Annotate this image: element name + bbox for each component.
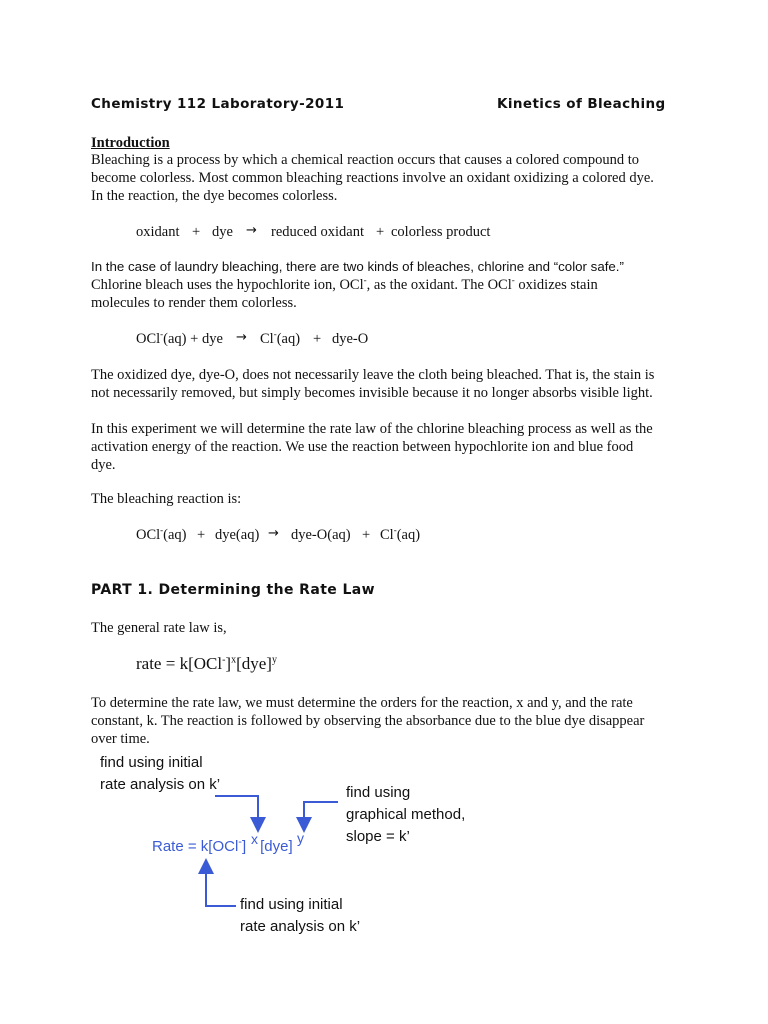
eq2-chloride: Cl-(aq)	[260, 329, 301, 347]
para2-line-3: molecules to render them colorless.	[91, 295, 297, 311]
eq2-product: dye-O	[332, 331, 369, 347]
intro-line-2: become colorless. Most common bleaching reactions involve an oxidant oxidizing a colored dye.	[91, 170, 654, 186]
para7-line-2: constant, k. The reaction is followed by observing the absorbance due to the blue dye disappear	[91, 713, 645, 729]
arrow-to-y-icon	[304, 802, 338, 825]
rate-law-equation: rate = $k[OCl^-]^x[dye]^y$	[136, 654, 277, 673]
figure-label-top-right-3: slope = k’	[346, 828, 410, 845]
para4-line-2: activation energy of the reaction. We use the reaction between hypochlorite ion and blue food	[91, 439, 634, 455]
para2-line-1: In the case of laundry bleaching, there are two kinds of bleaches, chlorine and “color safe.”	[91, 259, 624, 274]
para7-line-3: over time.	[91, 731, 150, 747]
eq1-product: colorless product	[391, 224, 491, 240]
eq3-ocl: OCl-(aq)	[136, 525, 187, 543]
eq3-dye-o: dye-O(aq)	[291, 527, 351, 543]
part1-heading: PART 1. Determining the Rate Law	[91, 582, 375, 598]
eq1-plus-2: +	[376, 224, 385, 240]
figure-label-bottom-2: rate analysis on k’	[240, 918, 361, 935]
para3-line-2: not necessarily removed, but simply becomes invisible because it no longer absorbs visible light.	[91, 385, 653, 401]
eq1-reduced-oxidant: reduced oxidant	[271, 224, 365, 240]
eq2-arrow-icon: →	[236, 330, 247, 345]
eq3-cl: Cl-(aq)	[380, 525, 421, 543]
intro-line-3: In the reaction, the dye becomes colorless.	[91, 188, 338, 204]
figure-label-top-left-1: find using initial	[100, 754, 203, 771]
eq3-arrow-icon: →	[268, 526, 279, 541]
eq2-plus: +	[313, 331, 322, 347]
para3-line-1: The oxidized dye, dye-O, does not necessarily leave the cloth being bleached. That is, the stain is	[91, 367, 655, 383]
arrow-to-k-icon	[206, 866, 236, 906]
intro-heading: Introduction	[91, 135, 170, 151]
para7-line-1: To determine the rate law, we must determine the orders for the reaction, x and y, and the rate	[91, 695, 633, 711]
figure-exponent-x: x	[251, 831, 258, 847]
para2-line-2: Chlorine bleach uses the hypochlorite ion, OCl-, as the oxidant. The OCl- oxidizes stain	[91, 275, 598, 293]
para4-line-1: In this experiment we will determine the rate law of the chlorine bleaching process as well as the	[91, 421, 653, 437]
figure-label-top-right-1: find using	[346, 784, 411, 801]
eq3-dye: dye(aq)	[215, 527, 260, 543]
figure-label-top-right-2: graphical method,	[346, 806, 466, 823]
eq2-reactants: OCl-(aq) + dye	[136, 329, 223, 347]
para4-line-3: dye.	[91, 457, 116, 473]
header-course-title: Chemistry 112 Laboratory-2011	[91, 96, 345, 112]
eq1-oxidant: oxidant	[136, 224, 180, 240]
eq1-dye: dye	[212, 224, 233, 240]
figure-exponent-y: y	[297, 830, 304, 846]
para5-text: The bleaching reaction is:	[91, 491, 242, 507]
header-topic-title: Kinetics of Bleaching	[497, 96, 666, 112]
eq1-plus: +	[192, 224, 201, 240]
eq1-arrow-icon: →	[246, 223, 257, 238]
figure-rate-equation: Rate = k[OCl-] [dye]	[152, 836, 293, 855]
figure-label-top-left-2: rate analysis on k’	[100, 776, 221, 793]
eq3-plus-2: +	[362, 527, 371, 543]
eq3-plus-1: +	[197, 527, 206, 543]
arrow-to-x-icon	[215, 796, 258, 825]
intro-line-1: Bleaching is a process by which a chemical reaction occurs that causes a colored compound to	[91, 152, 639, 168]
figure-label-bottom-1: find using initial	[240, 896, 343, 913]
para6-text: The general rate law is,	[91, 620, 227, 636]
